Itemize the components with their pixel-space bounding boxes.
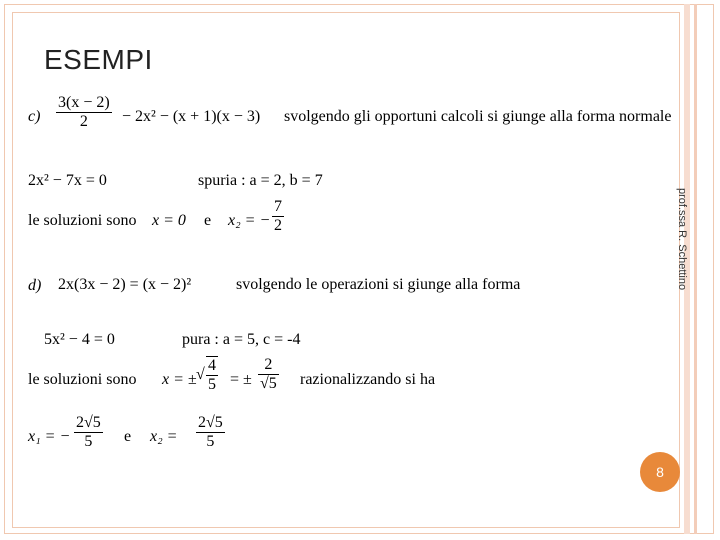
fraction-c-denominator: 2 [56,112,112,131]
solution-d-sqrt-numerator: 4 [208,357,216,374]
and-d: e [124,428,132,445]
solution-d-x1-prefix: x₁ = − [28,428,71,445]
solution-d-sqrt-denominator: 5 [208,376,216,393]
solution-d-x1-denominator: 5 [74,432,103,451]
solution-d-prefix: x = ± [162,371,197,388]
comment-d: svolgendo le operazioni si giunge alla forma [236,276,521,293]
solution-c-x2-prefix: x₂ = − [228,212,271,229]
solution-d-rational-denominator: √5 [260,375,277,392]
type-d: pura : a = 5, c = -4 [182,331,301,348]
solution-d-x2-numerator: 2√5 [198,414,223,431]
solution-d-eq-pm: = ± [230,371,252,388]
normal-form-d: 5x² − 4 = 0 [44,331,115,348]
fraction-c-numerator: 3(x − 2) [58,94,110,111]
fraction-c [56,94,112,131]
comment-c: svolgendo gli opportuni calcoli si giunge alla forma normale [284,108,672,125]
slide-inner-frame [12,12,680,528]
sqrt-icon: √ [196,366,205,383]
solution-d-x2-denominator: 5 [196,432,225,451]
label-c: c) [28,108,41,125]
solution-d-rational-fraction [258,356,279,393]
solution-c-x2-numerator: 7 [274,198,282,215]
normal-form-c: 2x² − 7x = 0 [28,172,107,189]
comment-d-rational: razionalizzando si ha [300,371,436,388]
solutions-prefix-c: le soluzioni sono [28,212,137,229]
equation-c-rest: − 2x² − (x + 1)(x − 3) [122,108,261,125]
page-number-badge: 8 [640,452,680,492]
solution-d-x1-numerator: 2√5 [76,414,101,431]
and-c: e [204,212,212,229]
equation-d-main: 2x(3x − 2) = (x − 2)² [58,276,192,293]
solution-c-x2-fraction [272,198,284,235]
label-d: d) [28,277,42,294]
solution-c-x1: x = 0 [152,212,186,229]
solution-d-x2-prefix: x₂ = [150,428,178,445]
decorative-band-thin [694,4,697,534]
solution-d-sqrt-fraction [206,356,218,394]
solution-d-x1-fraction [74,414,103,451]
solution-d-x2-fraction [196,414,225,451]
type-c: spuria : a = 2, b = 7 [198,172,323,189]
solution-c-x2-denominator: 2 [274,217,282,234]
author-credit: prof.ssa R. Schettino [676,188,688,291]
solutions-prefix-d: le soluzioni sono [28,371,137,388]
slide-title: ESEMPI [44,44,153,75]
solution-d-rational-numerator: 2 [264,356,273,373]
